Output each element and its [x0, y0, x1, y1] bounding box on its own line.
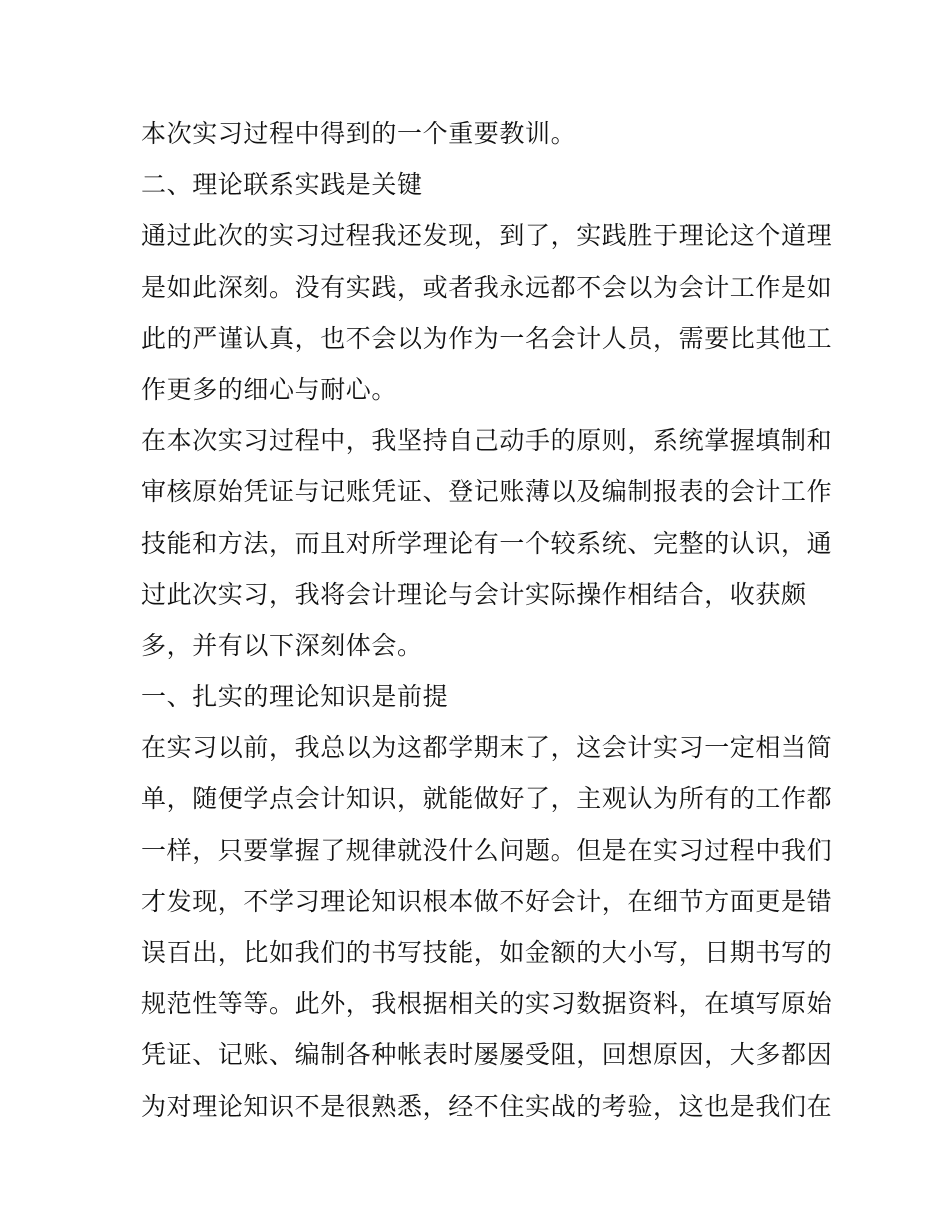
text-line: 才发现，不学习理论知识根本做不好会计，在细节方面更是错	[141, 886, 833, 916]
text-line: 误百出，比如我们的书写技能，如金额的大小写，日期书写的	[141, 938, 833, 967]
text-line: 过此次实习，我将会计理论与会计实际操作相结合，收获颇	[141, 579, 807, 609]
text-line: 单，随便学点会计知识，就能做好了，主观认为所有的工作都	[141, 784, 833, 814]
section-heading: 一、扎实的理论知识是前提	[141, 682, 449, 712]
text-line: 作更多的细心与耐心。	[141, 374, 398, 404]
text-line: 规范性等等。此外，我根据相关的实习数据资料，在填写原始	[141, 989, 833, 1019]
text-line: 在实习以前，我总以为这都学期末了，这会计实习一定相当简	[141, 733, 833, 763]
text-line: 技能和方法，而且对所学理论有一个较系统、完整的认识，通	[141, 528, 833, 558]
text-line: 是如此深刻。没有实践，或者我永远都不会以为会计工作是如	[141, 272, 833, 302]
text-line: 审核原始凭证与记账凭证、登记账薄以及编制报表的会计工作	[141, 477, 833, 507]
document-body	[141, 108, 833, 1132]
text-line: 为对理论知识不是很熟悉，经不住实战的考验，这也是我们在	[141, 1091, 833, 1121]
text-line: 通过此次的实习过程我还发现，到了，实践胜于理论这个道理	[141, 221, 833, 251]
section-heading: 二、理论联系实践是关键	[141, 170, 423, 200]
text-line: 本次实习过程中得到的一个重要教训。	[141, 119, 577, 148]
text-line: 凭证、记账、编制各种帐表时屡屡受阻，回想原因，大多都因	[141, 1040, 833, 1070]
text-line: 多，并有以下深刻体会。	[141, 630, 423, 660]
text-line: 在本次实习过程中，我坚持自己动手的原则，系统掌握填制和	[141, 426, 833, 456]
text-line: 一样，只要掌握了规律就没什么问题。但是在实习过程中我们	[141, 835, 833, 865]
text-line: 此的严谨认真，也不会以为作为一名会计人员，需要比其他工	[141, 323, 833, 353]
